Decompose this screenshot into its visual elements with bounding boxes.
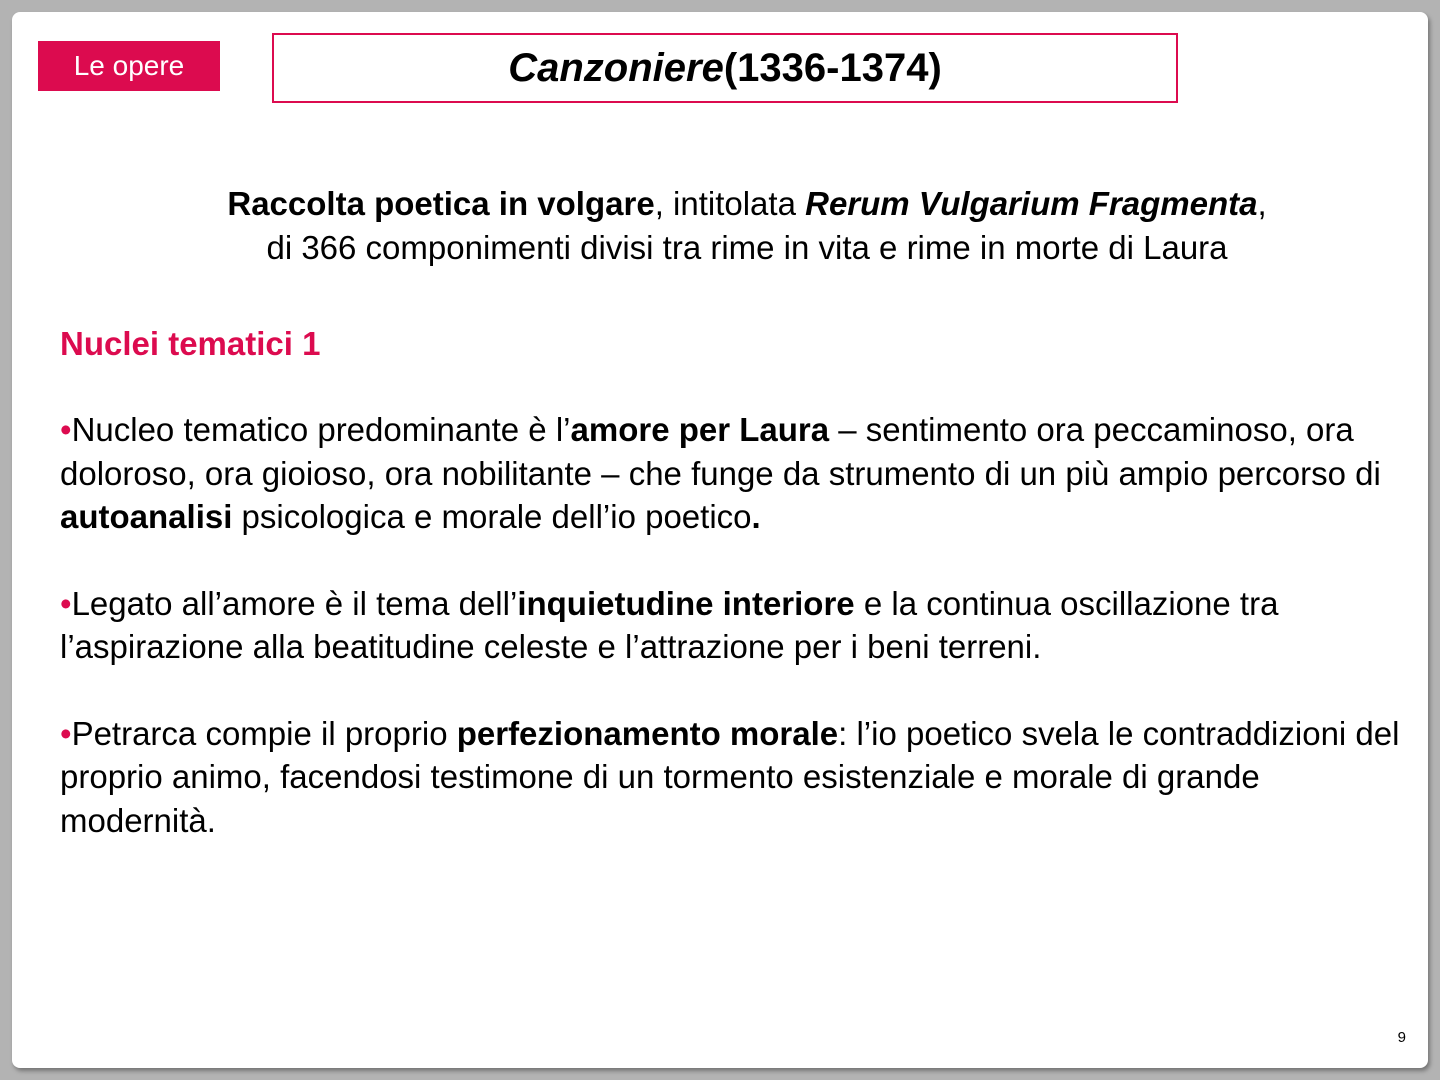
- para-bold: .: [751, 498, 761, 535]
- intro-work-title: Rerum Vulgarium Fragmenta: [805, 185, 1258, 222]
- title-years: (1336-1374): [723, 45, 942, 90]
- para-text: Legato all’amore è il tema dell’: [71, 584, 518, 622]
- bullet-paragraph: [60, 582, 1405, 669]
- bullet-paragraph: [60, 712, 1405, 843]
- slide: [12, 12, 1428, 1068]
- section-tag: Le opere: [38, 41, 220, 91]
- intro-text-2: ,: [1257, 185, 1267, 222]
- bullet-icon: •: [60, 584, 72, 622]
- bullet-icon: •: [60, 714, 72, 752]
- intro-text-1: , intitolata: [654, 185, 806, 222]
- intro-text: [52, 182, 1428, 270]
- para-text: – sentimento ora peccaminoso, ora doloroso, ora gioioso, ora nobilitante – che funge da strumento di un più ampio percorso di: [60, 411, 1381, 492]
- para-text: psicologica e morale dell’io poetico: [232, 498, 752, 535]
- para-text: Petrarca compie il proprio: [71, 714, 457, 752]
- slide-title: [272, 33, 1178, 103]
- section-subheading: Nuclei tematici 1: [60, 325, 321, 362]
- para-text: e la continua oscillazione tra l’aspirazione alla beatitudine celeste e l’attrazione per i beni terreni.: [60, 584, 1279, 665]
- para-text: Nucleo tematico predominante è l’: [71, 411, 571, 448]
- para-bold: perfezionamento morale: [456, 714, 839, 752]
- page-number: 9: [1397, 1029, 1406, 1046]
- bullet-list: [60, 408, 1405, 885]
- para-bold: inquietudine interiore: [517, 584, 855, 622]
- para-bold: amore per Laura: [570, 411, 830, 448]
- intro-line-2: di 366 componimenti divisi tra rime in vita e rime in morte di Laura: [266, 229, 1228, 266]
- intro-line-1: [52, 182, 1428, 226]
- intro-bold: Raccolta poetica in volgare: [227, 185, 655, 222]
- bullet-icon: •: [60, 411, 72, 448]
- bullet-paragraph: [60, 408, 1405, 539]
- para-bold: autoanalisi: [60, 498, 233, 535]
- title-work: Canzoniere: [508, 45, 724, 90]
- para-text: : l’io poetico svela le contraddizioni del proprio animo, facendosi testimone di un tormento esistenziale e morale di grande modernità.: [60, 714, 1400, 839]
